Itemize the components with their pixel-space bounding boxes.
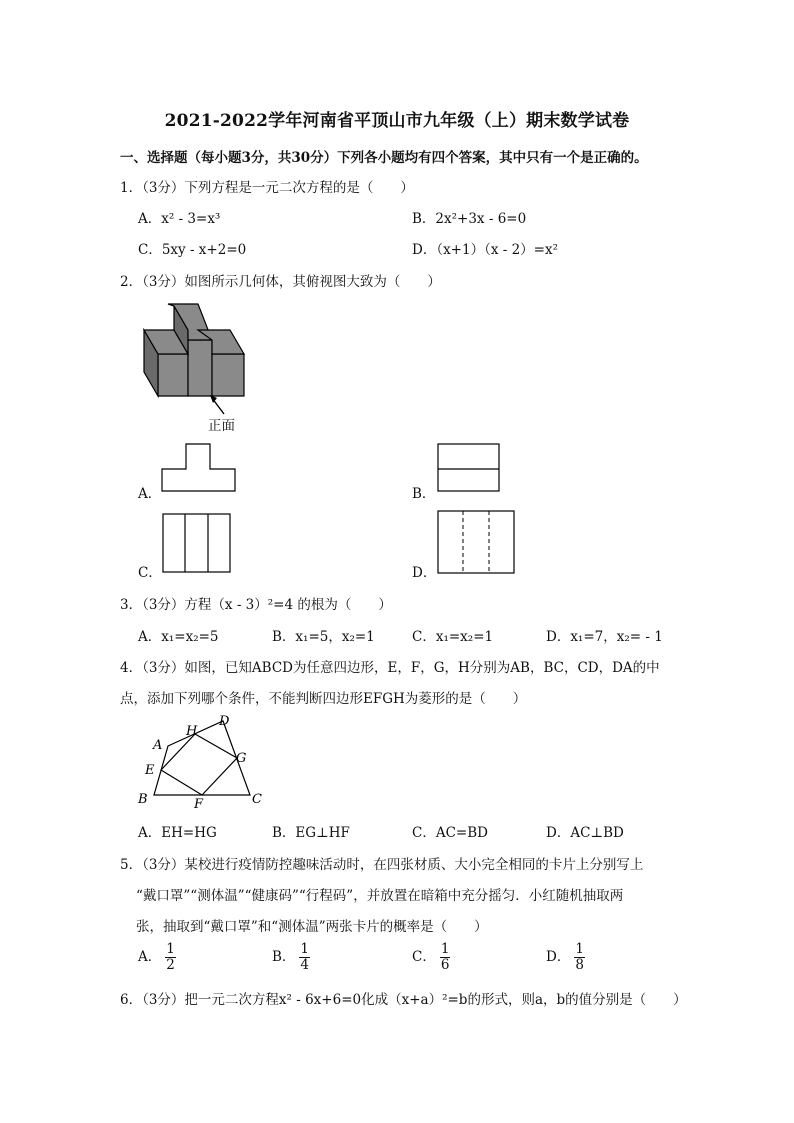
q5-option-d-fraction (574, 942, 585, 973)
q5-option-a[interactable] (138, 942, 176, 973)
q5-option-d-label: D． (546, 949, 571, 965)
solid-front-face-left (158, 354, 188, 396)
q3-option-a[interactable]: A．x₁=x₂=5 (138, 629, 219, 645)
q1-option-b[interactable]: B．2x²+3x - 6=0 (412, 211, 527, 227)
q4-option-a[interactable]: A．EH=HG (138, 825, 217, 841)
label-e: E (145, 763, 155, 778)
q5-option-b-fraction (299, 942, 310, 973)
fraction-numerator: 1 (300, 941, 310, 957)
q1-option-d[interactable]: D．（x+1）（x - 2）=x² (412, 242, 559, 258)
label-h: H (186, 724, 198, 739)
fraction-denominator: 8 (575, 957, 584, 973)
q5-option-d[interactable] (546, 942, 585, 973)
q5-option-b-label: B． (272, 949, 296, 965)
q5-option-a-fraction (165, 942, 176, 973)
q5-stem-line1: 5．（3分）某校进行疫情防控趣味活动时，在四张材质、大小完全相同的卡片上分别写上 (120, 857, 644, 873)
fraction-numerator: 1 (575, 941, 584, 957)
section-heading: 一、选择题（每小题3分，共30分）下列各小题均有四个答案，其中只有一个是正确的。 (120, 150, 648, 166)
q2-option-c-shape (163, 514, 230, 572)
q3-option-c[interactable]: C．x₁=x₂=1 (412, 629, 494, 645)
q2-option-a[interactable]: A． (138, 486, 162, 502)
label-a: A (153, 738, 163, 753)
q4-option-d[interactable]: D．AC⊥BD (546, 825, 624, 841)
fraction-numerator: 1 (440, 941, 450, 957)
q2-option-c[interactable]: C． (138, 565, 162, 581)
q5-option-c-label: C． (412, 949, 436, 965)
solid-front-face-right (212, 354, 244, 396)
solid-front-face-center (188, 340, 212, 396)
q2-option-b-shape (438, 444, 499, 491)
label-g: G (236, 751, 247, 766)
q2-option-d-shape (438, 511, 514, 573)
q5-option-b[interactable] (272, 942, 310, 973)
q5-option-c-fraction (440, 942, 451, 973)
label-d: D (219, 714, 230, 729)
q5-stem-line2: “戴口罩”“测体温”“健康码”“行程码”，并放置在暗箱中充分摇匀．小红随机抽取两 (136, 888, 624, 904)
fraction-denominator: 4 (300, 957, 310, 973)
q4-option-b[interactable]: B．EG⊥HF (272, 825, 350, 841)
quadrilateral-efgh (161, 734, 237, 795)
q1-option-c[interactable]: C．5xy - x+2=0 (138, 242, 247, 258)
q2-option-b[interactable]: B． (412, 486, 436, 502)
q6-stem: 6．（3分）把一元二次方程x² - 6x+6=0化成（x+a）²=b的形式，则a，b的值分别是（ ） (120, 992, 687, 1008)
q3-option-b[interactable]: B．x₁=5，x₂=1 (272, 629, 375, 645)
label-f: F (194, 797, 204, 812)
q2-option-d[interactable]: D． (412, 565, 437, 581)
q5-option-c[interactable] (412, 942, 450, 973)
q5-option-a-label: A． (138, 949, 162, 965)
front-label: 正面 (208, 418, 235, 434)
fraction-denominator: 6 (440, 957, 450, 973)
q4-stem-line1: 4．（3分）如图，已知ABCD为任意四边形，E，F，G，H分别为AB，BC，CD，DA的中 (120, 660, 660, 676)
label-b: B (138, 792, 148, 807)
q4-stem-line2: 点，添加下列哪个条件，不能判断四边形EFGH为菱形的是（ ） (120, 691, 527, 707)
q2-stem: 2．（3分）如图所示几何体，其俯视图大致为（ ） (120, 274, 441, 290)
q3-stem: 3．（3分）方程（x - 3）²=4 的根为（ ） (120, 597, 392, 613)
q1-option-a[interactable]: A．x² - 3=x³ (138, 211, 221, 227)
page-title: 2021-2022学年河南省平顶山市九年级（上）期末数学试卷 (164, 111, 630, 131)
fraction-denominator: 2 (166, 957, 175, 973)
label-c: C (252, 792, 262, 807)
fraction-numerator: 1 (166, 941, 175, 957)
q2-option-a-shape (162, 444, 235, 491)
q5-stem-line3: 张，抽取到“戴口罩”和“测体温”两张卡片的概率是（ ） (136, 919, 488, 935)
q1-stem: 1．（3分）下列方程是一元二次方程的是（ ） (120, 180, 414, 196)
q4-option-c[interactable]: C．AC=BD (412, 825, 488, 841)
q3-option-d[interactable]: D．x₁=7，x₂= - 1 (546, 629, 663, 645)
